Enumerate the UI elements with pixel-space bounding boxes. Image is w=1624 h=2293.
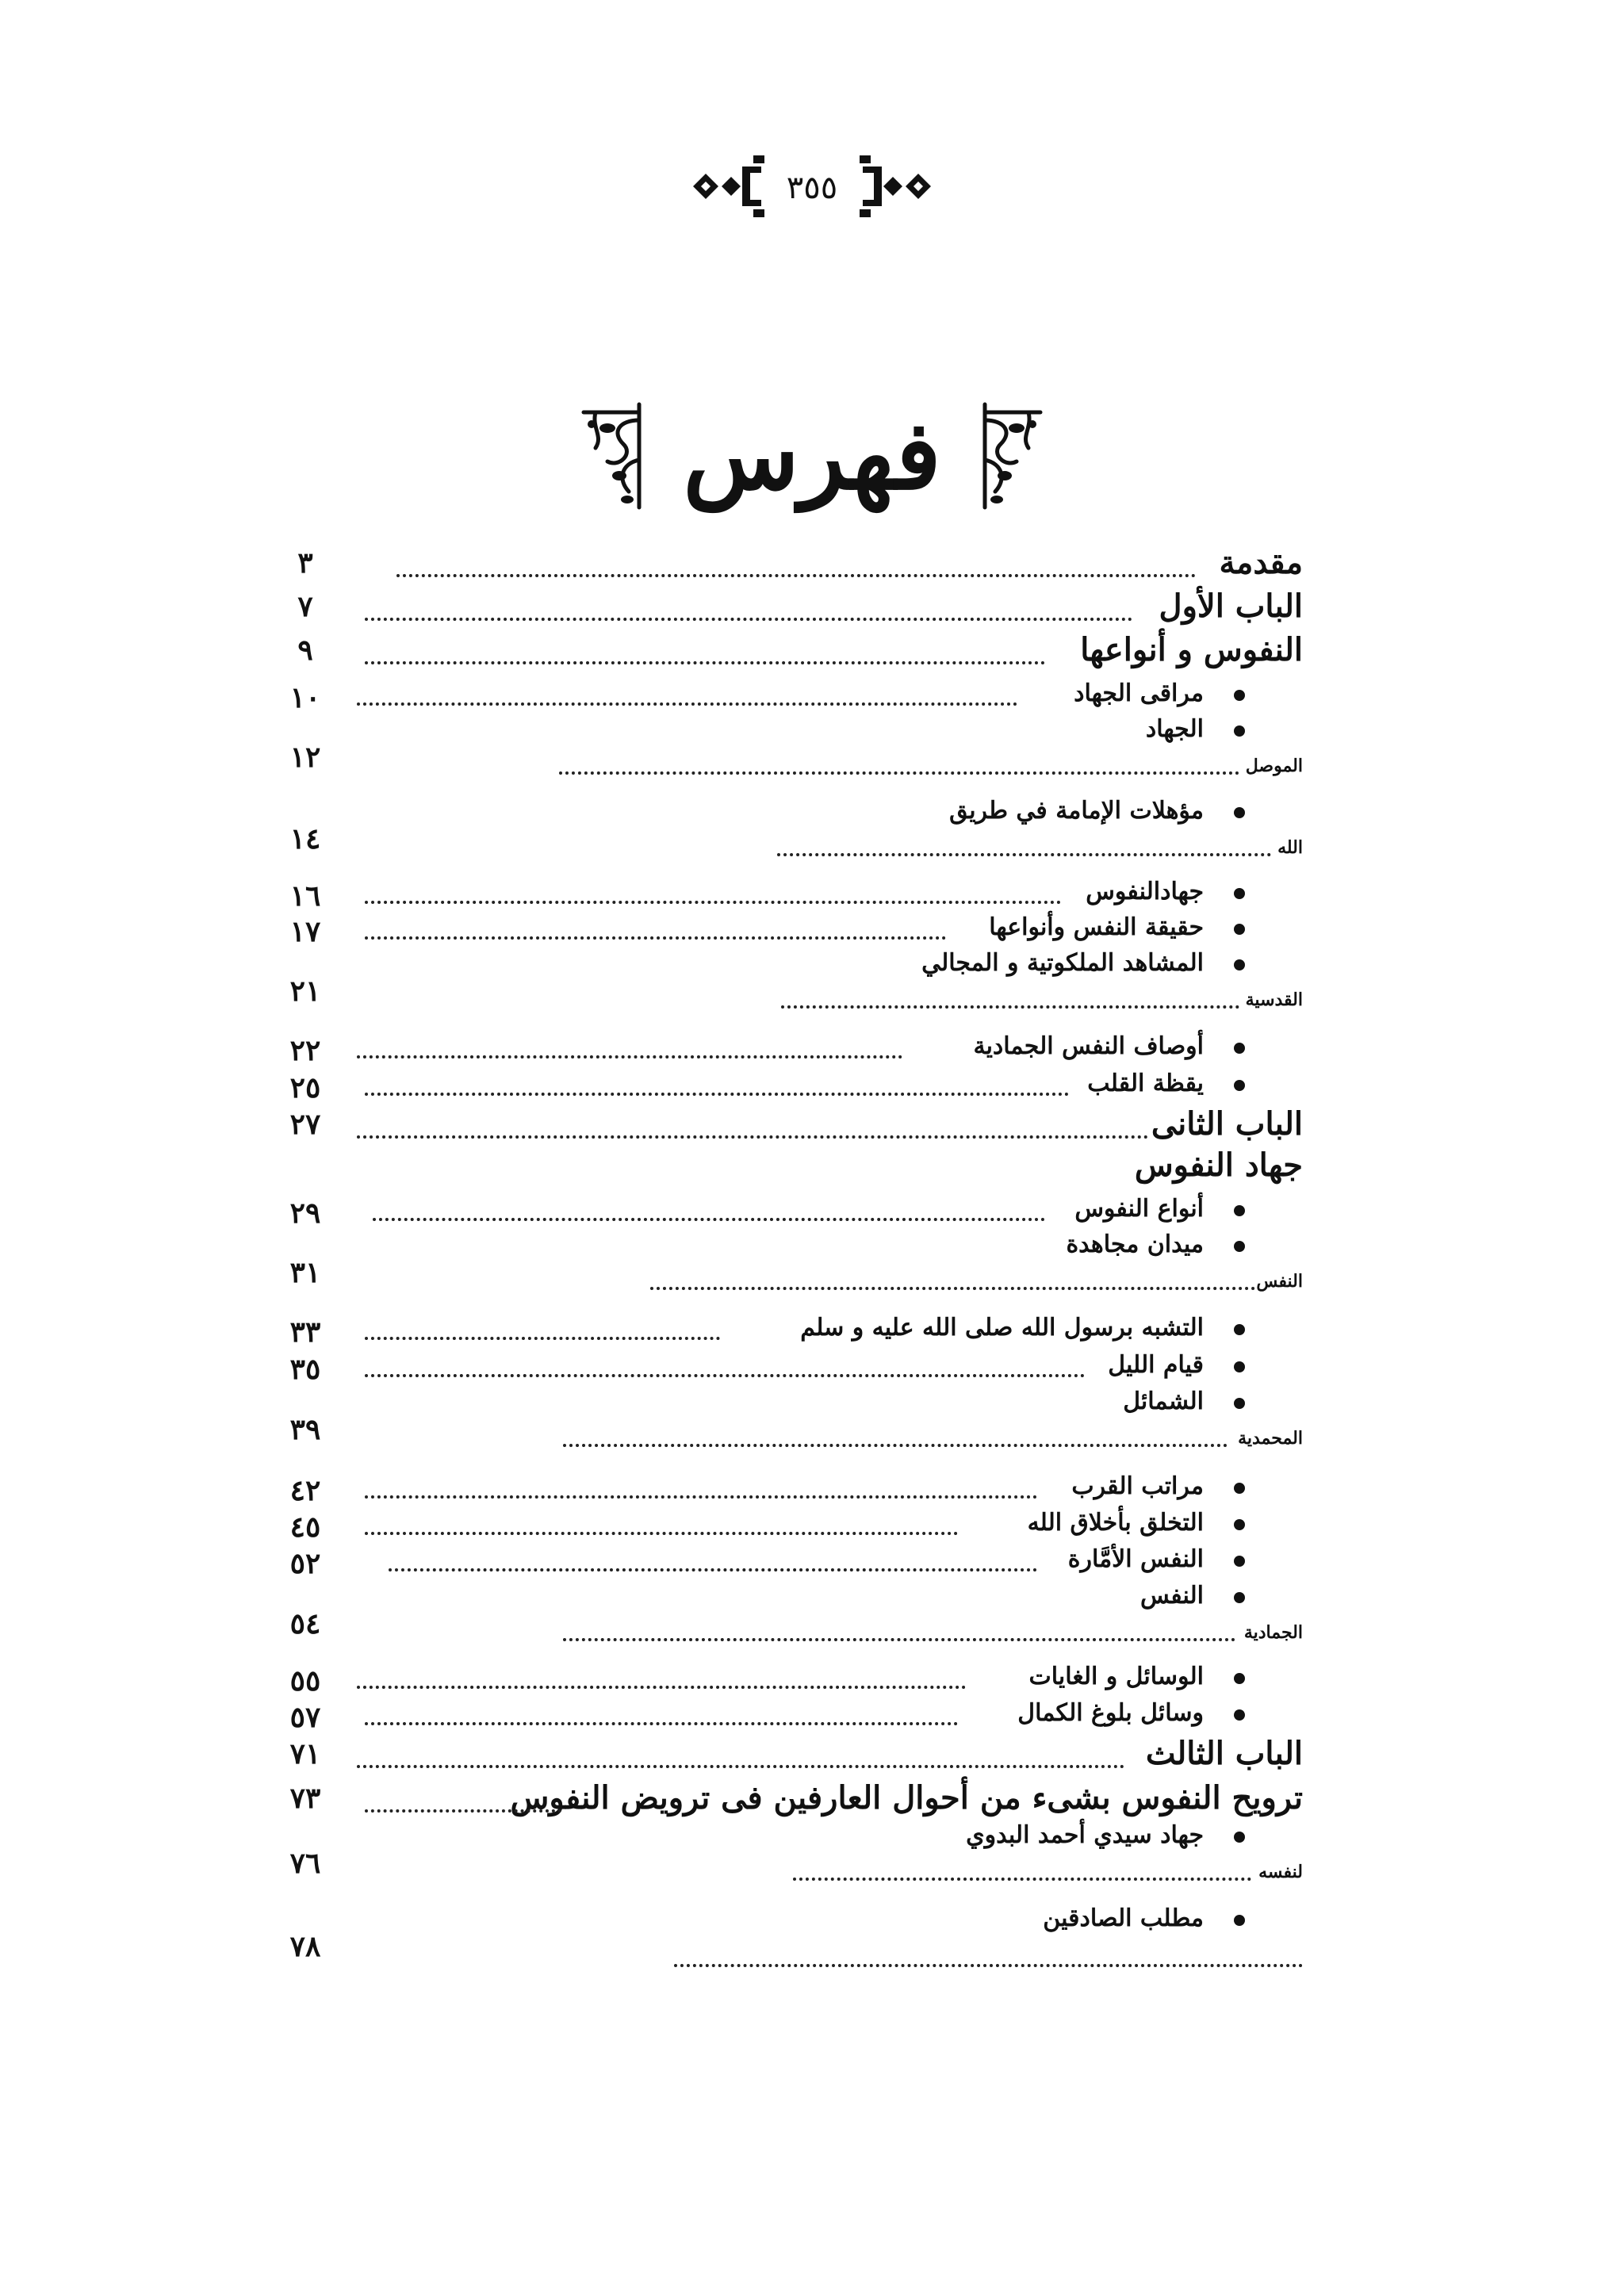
dot-leader xyxy=(365,1374,1085,1377)
toc-entry xyxy=(0,1146,1624,1189)
toc-title: جهادالنفوس xyxy=(1086,878,1204,905)
toc-title: التخلق بأخلاق الله xyxy=(1027,1509,1204,1537)
page-number: ٣٥٥ xyxy=(786,170,838,206)
toc-page-number: ٢٧ xyxy=(289,1108,321,1141)
toc-entry xyxy=(0,1584,1624,1659)
dot-leader xyxy=(365,1093,1069,1096)
bullet-icon xyxy=(1234,1483,1245,1494)
toc-entry xyxy=(0,1904,1624,1982)
toc-page-number: ٣ xyxy=(297,546,313,580)
toc-title-continuation: الله xyxy=(1277,837,1303,858)
toc-entry xyxy=(0,1233,1624,1308)
toc-title: جهاد النفوس xyxy=(1134,1146,1303,1184)
dot-leader xyxy=(373,1218,1045,1221)
dot-leader xyxy=(389,1568,1037,1571)
toc-entry xyxy=(0,1472,1624,1508)
toc-page-number: ١٠ xyxy=(289,681,321,714)
bullet-icon xyxy=(1234,1709,1245,1721)
toc-entry xyxy=(0,679,1624,715)
toc-page-number: ٧ xyxy=(297,590,313,623)
toc-title: مراتب القرب xyxy=(1071,1472,1204,1500)
toc-page-number: ٢٥ xyxy=(289,1071,321,1104)
toc-title-continuation: النفس xyxy=(1256,1271,1303,1292)
toc-page-number: ١٤ xyxy=(289,822,321,856)
toc-title: مقدمة xyxy=(1219,544,1303,581)
toc-title: النفوس و أنواعها xyxy=(1080,631,1303,668)
toc-page-number: ١٦ xyxy=(289,879,321,913)
page-title: فهرس xyxy=(683,400,941,511)
toc-title: الجهاد xyxy=(1145,715,1204,743)
toc-title-continuation: لنفسه xyxy=(1258,1862,1303,1882)
floral-ornament-icon xyxy=(973,396,1052,515)
dot-leader xyxy=(357,1686,966,1689)
bullet-icon xyxy=(1234,1361,1245,1372)
bullet-icon xyxy=(1234,807,1245,818)
toc-page-number: ١٢ xyxy=(289,741,321,774)
toc-page-number: ١٧ xyxy=(289,915,321,948)
bullet-icon xyxy=(1234,1324,1245,1335)
toc-title: مطلب الصادقين xyxy=(1043,1904,1204,1932)
toc-entry xyxy=(0,1353,1624,1387)
toc-title: التشبه برسول الله صلى الله عليه و سلم xyxy=(800,1314,1204,1342)
toc-entry xyxy=(0,1821,1624,1899)
toc-page-number: ٢٩ xyxy=(289,1196,321,1230)
toc-page-number: ٣١ xyxy=(289,1256,321,1289)
dot-leader xyxy=(357,1765,1124,1768)
bullet-icon xyxy=(1234,1241,1245,1252)
floral-ornament-icon xyxy=(572,396,651,515)
dot-leader xyxy=(357,702,1017,706)
bullet-icon xyxy=(1234,959,1245,970)
table-of-contents xyxy=(0,539,1624,2085)
toc-entry xyxy=(0,1699,1624,1735)
dot-leader xyxy=(563,1638,1235,1641)
toc-entry xyxy=(0,588,1624,630)
toc-entry xyxy=(0,1545,1624,1581)
dot-leader xyxy=(365,618,1132,621)
toc-page-number: ٣٥ xyxy=(289,1353,321,1386)
toc-page-number: ٧٣ xyxy=(289,1782,321,1815)
dot-leader xyxy=(365,1532,958,1535)
toc-title-continuation: القدسية xyxy=(1245,990,1303,1010)
toc-title: النفس xyxy=(1140,1582,1204,1610)
toc-page-number: ٧٨ xyxy=(289,1930,321,1963)
toc-entry xyxy=(0,799,1624,875)
toc-page-number: ٣٣ xyxy=(289,1315,321,1349)
dot-leader xyxy=(396,574,1196,577)
toc-entry xyxy=(0,631,1624,674)
toc-title: الوسائل و الغايات xyxy=(1028,1663,1204,1690)
page-number-ornament xyxy=(0,151,1624,222)
bullet-icon xyxy=(1234,690,1245,701)
toc-title: النفس الأمَّارة xyxy=(1067,1545,1204,1573)
bullet-icon xyxy=(1234,1398,1245,1409)
toc-page-number: ٧٦ xyxy=(289,1847,321,1880)
toc-title: الباب الأول xyxy=(1159,588,1303,625)
bullet-icon xyxy=(1234,725,1245,737)
toc-entry xyxy=(0,1390,1624,1465)
toc-title: الباب الثانى xyxy=(1151,1105,1303,1143)
frame-ornament-icon xyxy=(685,151,939,222)
toc-entry xyxy=(0,1511,1624,1545)
toc-entry xyxy=(0,1735,1624,1778)
toc-entry xyxy=(0,913,1624,949)
toc-title: أوصاف النفس الجمادية xyxy=(973,1032,1204,1060)
toc-title: ترويح النفوس بشىء من أحوال العارفين فى ترويض النفوس xyxy=(510,1779,1303,1816)
toc-title: مؤهلات الإمامة في طريق xyxy=(949,797,1204,825)
toc-title: الشمائل xyxy=(1123,1388,1204,1415)
toc-page-number: ٥٧ xyxy=(289,1701,321,1734)
bullet-icon xyxy=(1234,888,1245,899)
toc-page-number: ٩ xyxy=(297,634,313,667)
toc-page-number: ٢٢ xyxy=(289,1034,321,1067)
dot-leader xyxy=(357,1135,1148,1139)
toc-title-continuation: المحمدية xyxy=(1238,1428,1303,1449)
dot-leader xyxy=(365,1809,561,1813)
bullet-icon xyxy=(1234,1592,1245,1603)
dot-leader xyxy=(365,936,946,940)
toc-entry xyxy=(0,715,1624,793)
toc-entry xyxy=(0,1105,1624,1148)
toc-entry xyxy=(0,1072,1624,1105)
dot-leader xyxy=(365,1495,1037,1499)
toc-page-number: ٥٢ xyxy=(289,1547,321,1580)
bullet-icon xyxy=(1234,1915,1245,1926)
toc-title: يقظة القلب xyxy=(1087,1070,1204,1097)
toc-page-number: ٢١ xyxy=(289,974,321,1008)
bullet-icon xyxy=(1234,1080,1245,1091)
dot-leader xyxy=(781,1005,1239,1009)
toc-title: الباب الثالث xyxy=(1145,1735,1303,1772)
dot-leader xyxy=(793,1878,1251,1881)
toc-title: قيام الليل xyxy=(1108,1351,1204,1379)
toc-title: حقيقة النفس وأنواعها xyxy=(989,913,1204,941)
toc-page-number: ٤٥ xyxy=(289,1510,321,1544)
toc-entry xyxy=(0,1779,1624,1822)
dot-leader xyxy=(777,853,1271,856)
toc-entry xyxy=(0,1032,1624,1068)
toc-page-number: ٥٤ xyxy=(289,1607,321,1640)
toc-page-number: ٧١ xyxy=(289,1737,321,1770)
bullet-icon xyxy=(1234,1673,1245,1684)
toc-title: جهاد سيدي أحمد البدوي xyxy=(966,1821,1204,1849)
toc-page-number: ٤٢ xyxy=(289,1474,321,1507)
dot-leader xyxy=(365,1337,720,1340)
toc-title: المشاهد الملكوتية و المجالي xyxy=(921,949,1204,977)
toc-title-continuation: الموصل xyxy=(1245,756,1303,776)
toc-title-continuation: الجمادية xyxy=(1243,1622,1303,1643)
bullet-icon xyxy=(1234,1043,1245,1054)
toc-entry xyxy=(0,544,1624,587)
toc-title: مراقى الجهاد xyxy=(1074,679,1204,707)
toc-page-number: ٣٩ xyxy=(289,1413,321,1446)
bullet-icon xyxy=(1234,924,1245,935)
dot-leader xyxy=(650,1287,1255,1290)
dot-leader xyxy=(563,1444,1228,1447)
toc-entry xyxy=(0,880,1624,913)
dot-leader xyxy=(365,661,1045,664)
bullet-icon xyxy=(1234,1556,1245,1567)
toc-entry xyxy=(0,1665,1624,1698)
toc-entry xyxy=(0,951,1624,1027)
toc-entry xyxy=(0,1316,1624,1349)
bullet-icon xyxy=(1234,1519,1245,1530)
dot-leader xyxy=(365,1722,958,1725)
toc-title: ميدان مجاهدة xyxy=(1066,1231,1204,1258)
bullet-icon xyxy=(1234,1832,1245,1843)
toc-page-number: ٥٥ xyxy=(289,1664,321,1698)
dot-leader xyxy=(365,901,1061,904)
toc-entry xyxy=(0,1197,1624,1231)
title-block xyxy=(0,389,1624,523)
toc-title: وسائل بلوغ الكمال xyxy=(1017,1699,1204,1727)
toc-title: أنواع النفوس xyxy=(1074,1195,1204,1223)
dot-leader xyxy=(674,1964,1303,1967)
dot-leader xyxy=(559,771,1239,775)
dot-leader xyxy=(357,1055,902,1058)
bullet-icon xyxy=(1234,1205,1245,1216)
